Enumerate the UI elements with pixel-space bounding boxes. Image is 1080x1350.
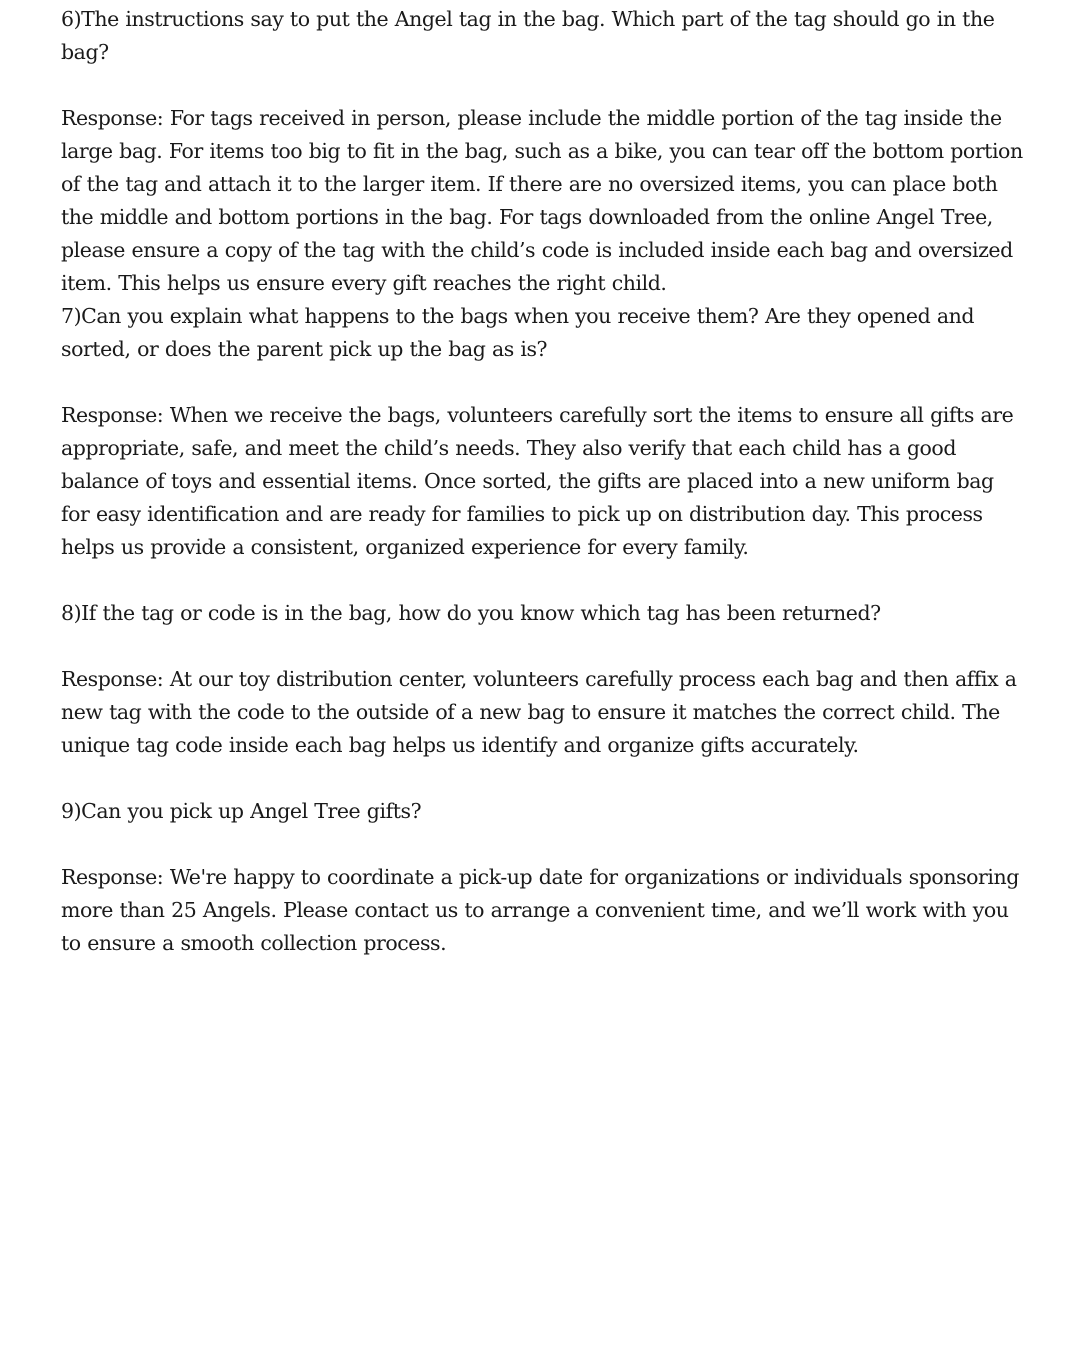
faq-response-9: Response: We're happy to coordinate a pick-up date for organizations or individuals sponsoring more than 25 Angels. Please contact us to arrange a convenient time, and we’ll work with you to ensure a smooth collection process.	[61, 865, 1019, 955]
spacer	[61, 630, 1026, 663]
spacer	[61, 564, 1026, 597]
faq-section	[61, 3, 1026, 960]
spacer	[61, 828, 1026, 861]
faq-question-8: 8)If the tag or code is in the bag, how do you know which tag has been returned?	[61, 601, 881, 625]
faq-question-6: 6)The instructions say to put the Angel tag in the bag. Which part of the tag should go in the bag?	[61, 7, 995, 64]
faq-question-9: 9)Can you pick up Angel Tree gifts?	[61, 799, 422, 823]
spacer	[61, 69, 1026, 102]
faq-response-6: Response: For tags received in person, please include the middle portion of the tag inside the large bag. For items too big to fit in the bag, such as a bike, you can tear off the bottom portion of the tag and attach it to the larger item. If there are no oversized items, you can place both the middle and bottom portions in the bag. For tags downloaded from the online Angel Tree, please ensure a copy of the tag with the child’s code is included inside each bag and oversized item. This helps us ensure every gift reaches the right child.	[61, 106, 1023, 295]
faq-question-7: 7)Can you explain what happens to the bags when you receive them? Are they opened and sorted, or does the parent pick up the bag as is?	[61, 304, 975, 361]
faq-response-8: Response: At our toy distribution center, volunteers carefully process each bag and then affix a new tag with the code to the outside of a new bag to ensure it matches the correct child. The unique tag code inside each bag helps us identify and organize gifts accurately.	[61, 667, 1017, 757]
spacer	[61, 762, 1026, 795]
faq-response-7: Response: When we receive the bags, volunteers carefully sort the items to ensure all gifts are appropriate, safe, and meet the child’s needs. They also verify that each child has a good balance of toys and essential items. Once sorted, the gifts are placed into a new uniform bag for easy identification and are ready for families to pick up on distribution day. This process helps us provide a consistent, organized experience for every family.	[61, 403, 1014, 559]
spacer	[61, 366, 1026, 399]
